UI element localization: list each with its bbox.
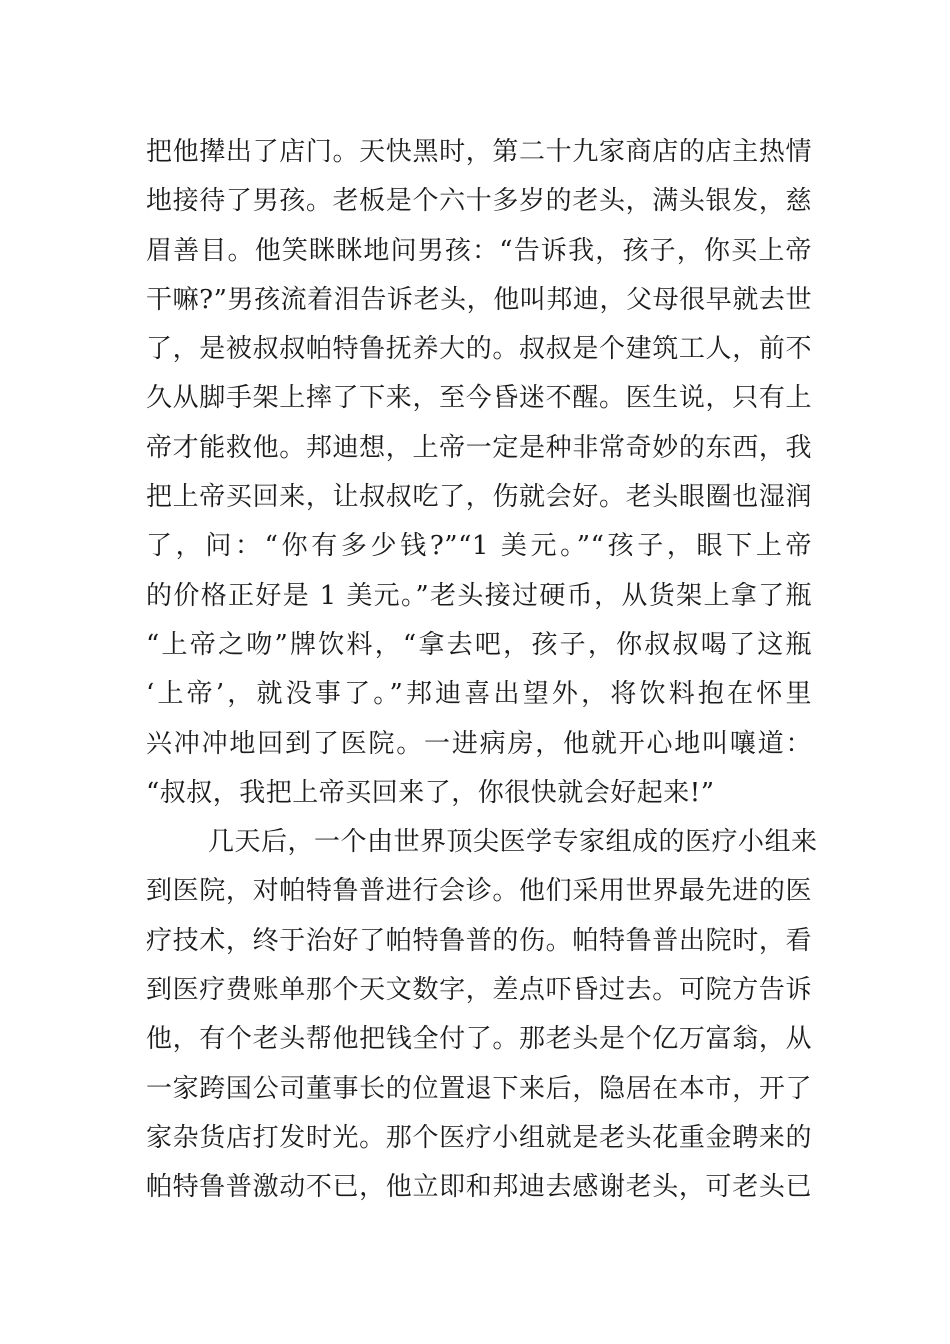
text-line: 把上帝买回来，让叔叔吃了，伤就会好。老头眼圈也湿润: [146, 482, 812, 513]
text-line: 了，是被叔叔帕特鲁抚养大的。叔叔是个建筑工人，前不: [146, 334, 812, 365]
text-line: 到医疗费账单那个天文数字，差点吓昏过去。可院方告诉: [146, 975, 812, 1006]
text-line: 地接待了男孩。老板是个六十多岁的老头，满头银发，慈: [146, 186, 812, 217]
text-line: 兴冲冲地回到了医院。一进病房，他就开心地叫嚷道：: [146, 728, 812, 759]
text-line: 他，有个老头帮他把钱全付了。那老头是个亿万富翁，从: [146, 1024, 812, 1055]
text-line: 把他撵出了店门。天快黑时，第二十九家商店的店主热情: [146, 137, 812, 167]
text-line: “上帝之吻”牌饮料，“拿去吧，孩子，你叔叔喝了这瓶: [146, 629, 812, 660]
text-line: ‘上帝’，就没事了。”邦迪喜出望外，将饮料抱在怀里: [146, 679, 812, 710]
text-line: 家杂货店打发时光。那个医疗小组就是老头花重金聘来的: [146, 1122, 812, 1153]
text-line: 帝才能救他。邦迪想，上帝一定是种非常奇妙的东西，我: [146, 432, 812, 463]
body-text: [146, 128, 818, 1213]
text-line: 久从脚手架上摔了下来，至今昏迷不醒。医生说，只有上: [146, 383, 812, 414]
text-line: 疗技术，终于治好了帕特鲁普的伤。帕特鲁普出院时，看: [146, 925, 812, 956]
text-line: “叔叔，我把上帝买回来了，你很快就会好起来!”: [146, 777, 715, 808]
text-line: 到医院，对帕特鲁普进行会诊。他们采用世界最先进的医: [146, 876, 812, 907]
text-line: 帕特鲁普激动不已，他立即和邦迪去感谢老头，可老头已: [146, 1172, 812, 1203]
text-line: 眉善目。他笑眯眯地问男孩：“告诉我，孩子，你买上帝: [146, 235, 812, 266]
text-line: 的价格正好是 1 美元。”老头接过硬币，从货架上拿了瓶: [146, 580, 812, 611]
text-line: 了，问：“你有多少钱?”“1 美元。”“孩子，眼下上帝: [146, 531, 812, 562]
text-line: 一家跨国公司董事长的位置退下来后，隐居在本市，开了: [146, 1073, 812, 1104]
text-line: 几天后，一个由世界顶尖医学专家组成的医疗小组来: [208, 827, 818, 858]
text-line: 干嘛?”男孩流着泪告诉老头，他叫邦迪，父母很早就去世: [146, 284, 812, 315]
